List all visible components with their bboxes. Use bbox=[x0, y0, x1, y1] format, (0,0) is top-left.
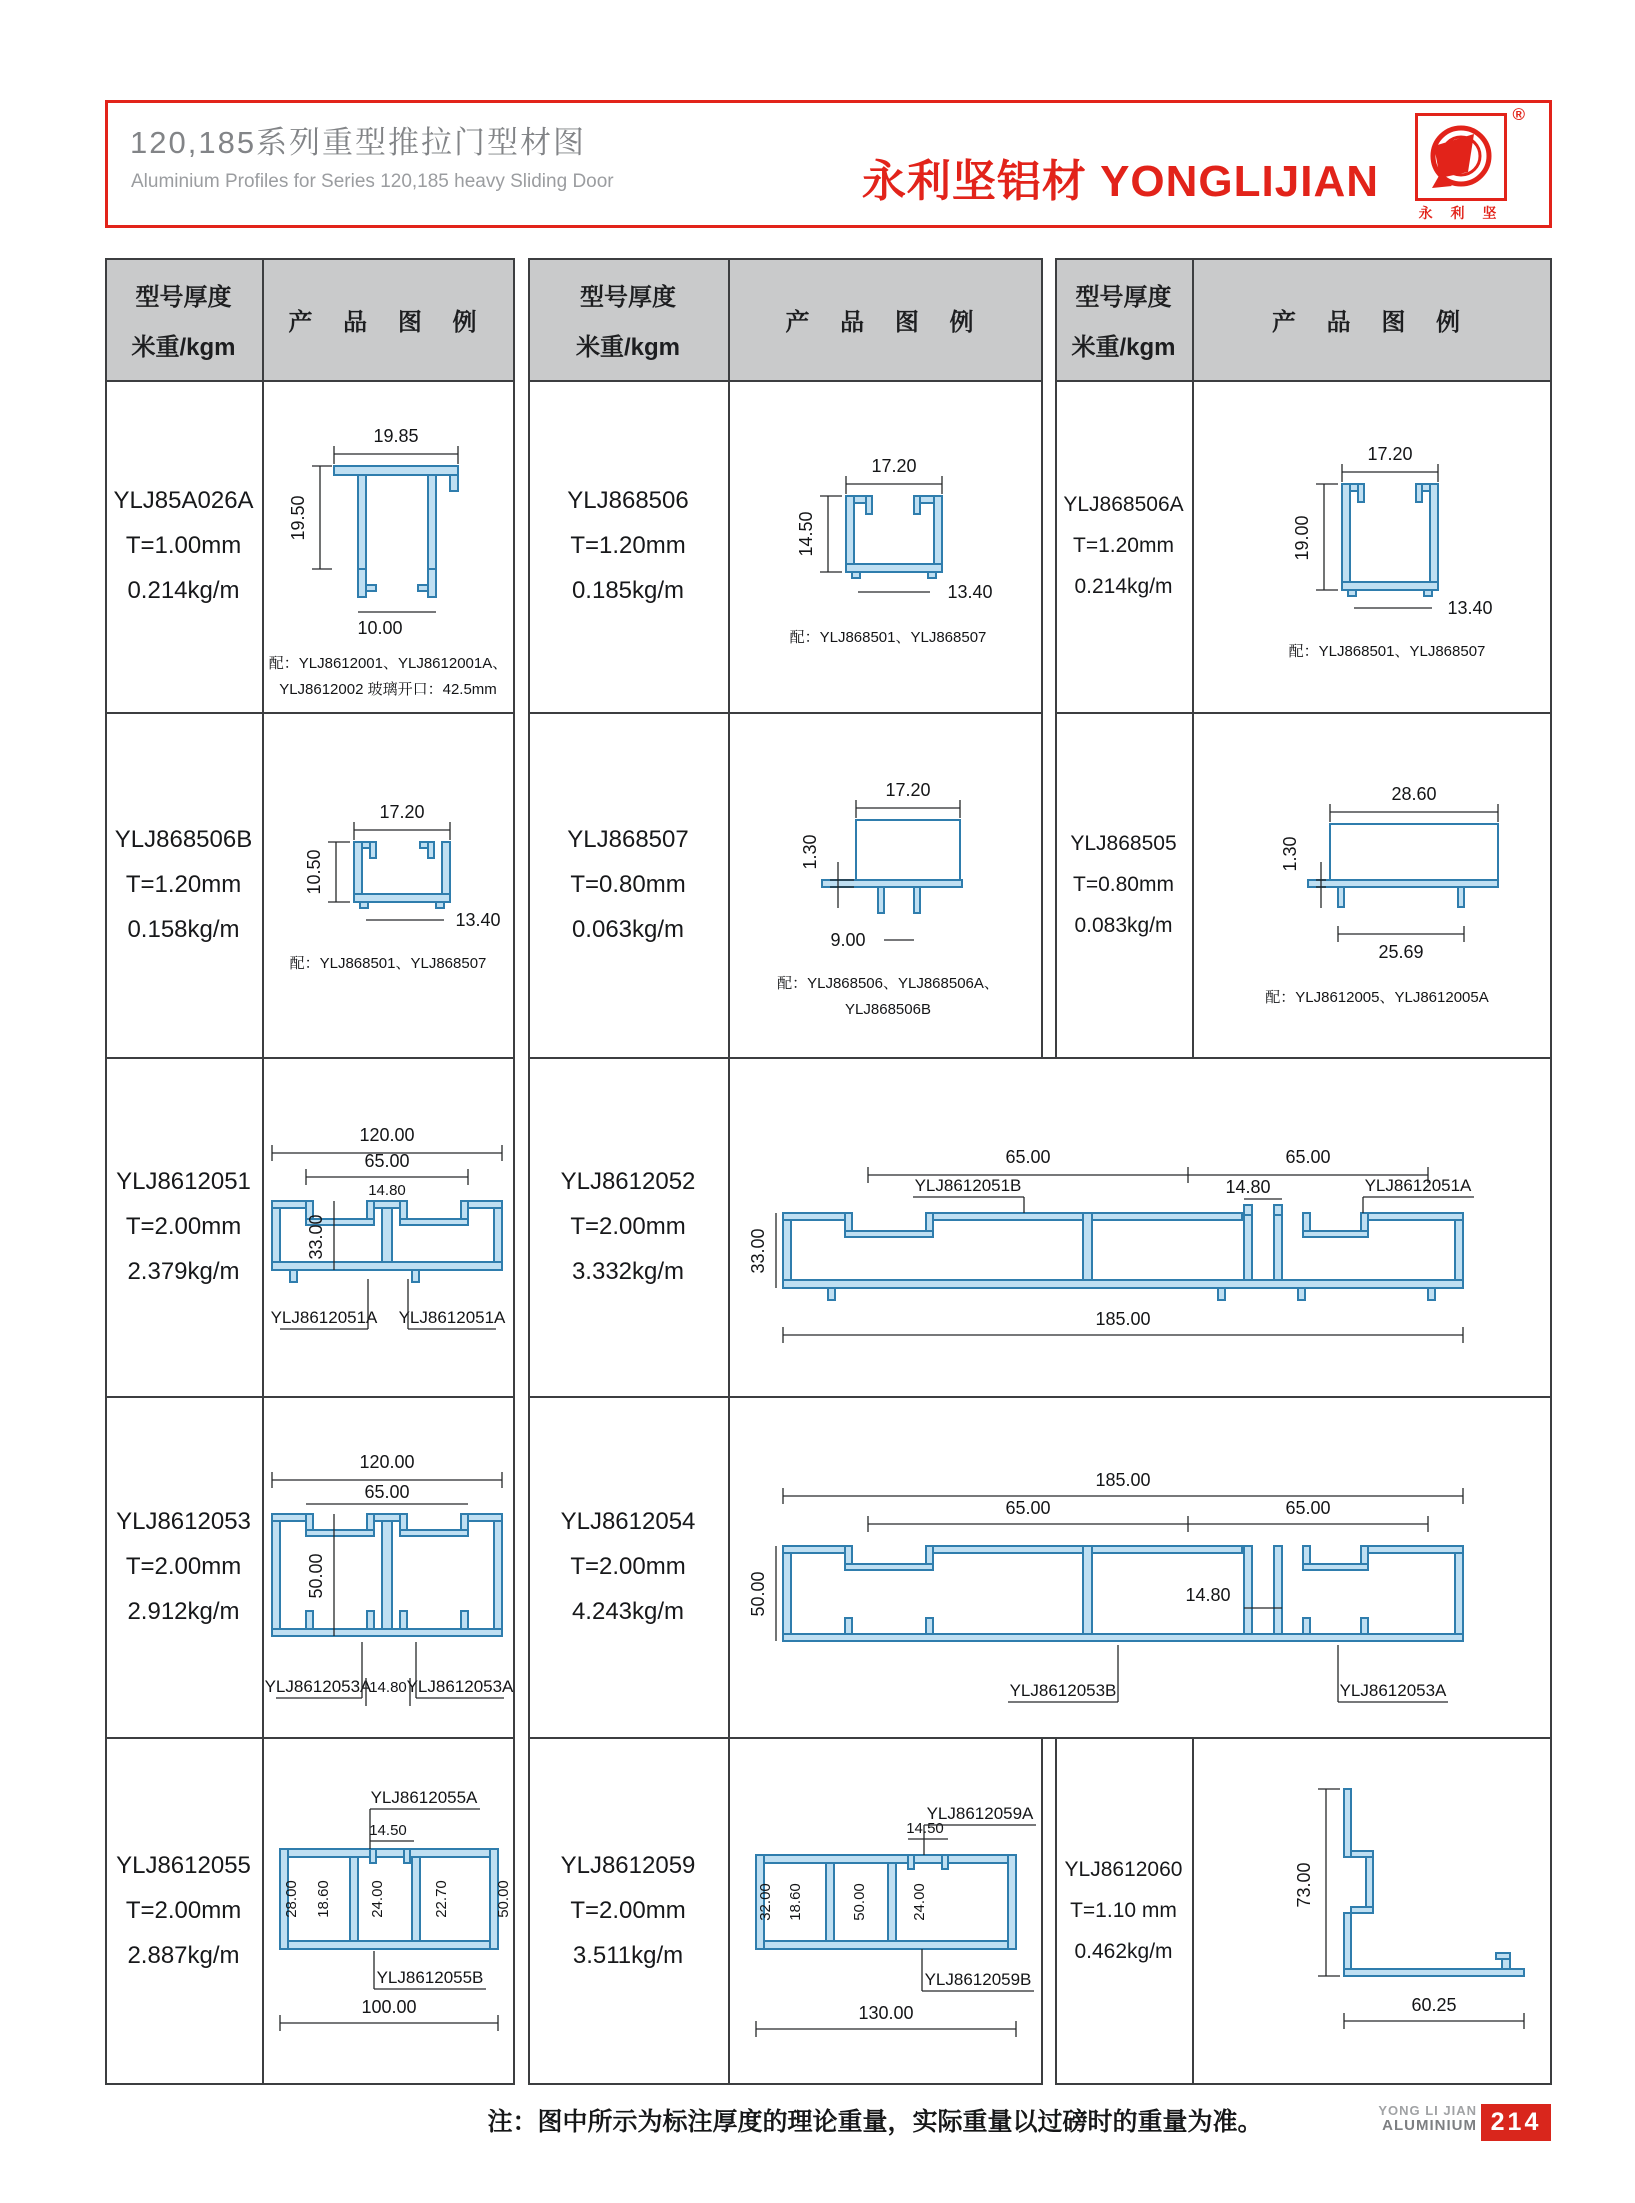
diagram-cell-YLJ868507 bbox=[728, 712, 1043, 1062]
grid-line bbox=[528, 1057, 1552, 1059]
footer-brand bbox=[1378, 2104, 1477, 2135]
registered-mark: ® bbox=[1512, 105, 1525, 124]
callout-label: YLJ8612055B bbox=[376, 1968, 484, 1987]
profile-drawing-YLJ8612060 bbox=[1192, 1737, 1552, 2085]
profile-weight: 0.063kg/m bbox=[571, 915, 685, 943]
callout-label: YLJ8612053B bbox=[1009, 1681, 1117, 1700]
profile-thickness: T=1.10 mm bbox=[1070, 1899, 1177, 1922]
profile-drawing-YLJ8612052 bbox=[728, 1057, 1552, 1396]
profile-thickness: T=2.00mm bbox=[125, 1212, 242, 1240]
dim-label: 17.20 bbox=[885, 780, 931, 800]
spec-cell-YLJ8612053 bbox=[105, 1396, 262, 1737]
diagram-cell-YLJ868506B bbox=[262, 712, 515, 1062]
profile-thickness: T=1.20mm bbox=[1073, 534, 1174, 557]
callout-label: YLJ8612059A bbox=[926, 1804, 1034, 1823]
diagram-cell-YLJ868506 bbox=[728, 380, 1043, 717]
grid-line bbox=[105, 2083, 515, 2085]
spec-cell-YLJ868506A bbox=[1055, 380, 1192, 712]
col-header-spec bbox=[1055, 258, 1192, 380]
grid-line bbox=[262, 258, 264, 2085]
grid-line bbox=[1055, 1737, 1057, 2085]
spec-cell-YLJ8612055 bbox=[105, 1737, 262, 2085]
spec-cell-YLJ868506B bbox=[105, 712, 262, 1057]
dim-label: 28.60 bbox=[1391, 784, 1437, 804]
diagram-cell-YLJ8612060 bbox=[1192, 1737, 1552, 2090]
profile-thickness: T=1.20mm bbox=[125, 870, 242, 898]
profile-weight: 0.185kg/m bbox=[571, 577, 685, 604]
dim-label: 10.00 bbox=[357, 618, 403, 638]
note-text: 配：YLJ868501、YLJ868507 bbox=[289, 955, 487, 972]
diagram-cell-YLJ8612053 bbox=[262, 1396, 515, 1742]
profile-model: YLJ8612051 bbox=[116, 1167, 251, 1195]
page-header bbox=[105, 100, 1552, 228]
profile-drawing-YLJ868506B bbox=[262, 712, 515, 1057]
dim-label: 50.00 bbox=[495, 1880, 512, 1918]
grid-line bbox=[528, 380, 1043, 382]
dim-label: 65.00 bbox=[1285, 1498, 1331, 1518]
profile-thickness: T=1.00mm bbox=[125, 532, 242, 559]
diagram-cell-YLJ85A026A bbox=[262, 380, 515, 717]
dim-label: 14.80 bbox=[1225, 1177, 1271, 1197]
profile-weight: 0.462kg/m bbox=[1074, 1940, 1173, 1963]
profile-model: YLJ8612053 bbox=[116, 1507, 251, 1535]
dim-label: 14.50 bbox=[796, 511, 816, 557]
grid-line bbox=[105, 1737, 515, 1739]
dim-label: 17.20 bbox=[871, 456, 917, 476]
profile-weight: 0.083kg/m bbox=[1074, 913, 1173, 937]
dim-label: 17.20 bbox=[379, 802, 425, 822]
profile-drawing-YLJ8612054 bbox=[728, 1396, 1552, 1737]
dim-label: 65.00 bbox=[1285, 1147, 1331, 1167]
dim-label: 32.00 bbox=[757, 1883, 774, 1921]
profile-weight: 0.158kg/m bbox=[127, 915, 240, 943]
dim-label: 28.00 bbox=[283, 1880, 300, 1918]
profile-drawing-YLJ8612053 bbox=[262, 1396, 515, 1737]
dim-label: 14.80 bbox=[369, 1679, 407, 1696]
grid-line bbox=[528, 712, 1043, 714]
note-text: 配：YLJ868501、YLJ868507 bbox=[789, 629, 987, 646]
brand-logo bbox=[1415, 113, 1507, 201]
callout-label: YLJ8612051A bbox=[270, 1308, 378, 1327]
dim-label: 14.80 bbox=[1185, 1585, 1231, 1605]
dim-label: 13.40 bbox=[947, 582, 993, 602]
dim-label: 185.00 bbox=[1095, 1470, 1151, 1490]
profile-model: YLJ8612052 bbox=[560, 1167, 696, 1195]
diagram-cell-YLJ868505 bbox=[1192, 712, 1552, 1062]
dim-label: 33.00 bbox=[306, 1214, 326, 1260]
note-text: YLJ868506B bbox=[845, 1001, 931, 1018]
profile-thickness: T=2.00mm bbox=[570, 1897, 686, 1924]
profile-model: YLJ85A026A bbox=[113, 487, 254, 514]
col-header-spec-line1: 型号厚度 bbox=[1075, 283, 1172, 311]
grid-line bbox=[528, 1737, 1552, 1739]
dim-label: 130.00 bbox=[858, 2003, 914, 2023]
spec-cell-YLJ8612052 bbox=[528, 1057, 728, 1396]
profile-drawing-YLJ868507 bbox=[728, 712, 1043, 1057]
callout-label: YLJ8612055A bbox=[370, 1788, 478, 1807]
dim-label: 13.40 bbox=[1447, 598, 1493, 618]
col-header-diagram: 产 品 图 例 bbox=[288, 308, 489, 336]
diagram-cell-YLJ8612052 bbox=[728, 1057, 1552, 1401]
spec-cell-YLJ868506 bbox=[528, 380, 728, 712]
diagram-cell-YLJ868506A bbox=[1192, 380, 1552, 717]
spec-cell-YLJ8612060 bbox=[1055, 1737, 1192, 2085]
col-header-spec bbox=[105, 258, 262, 380]
dim-label: 19.00 bbox=[1292, 515, 1312, 561]
profile-model: YLJ868506 bbox=[567, 487, 689, 514]
brand-wordmark bbox=[862, 145, 1379, 209]
grid-line bbox=[1055, 712, 1552, 714]
callout-label: YLJ8612059B bbox=[924, 1970, 1032, 1989]
profile-weight: 3.332kg/m bbox=[571, 1257, 685, 1285]
profile-model: YLJ868505 bbox=[1070, 831, 1177, 855]
diagram-cell-YLJ8612054 bbox=[728, 1396, 1552, 1742]
dim-label: 50.00 bbox=[748, 1571, 768, 1617]
grid-line bbox=[528, 1396, 1552, 1398]
profile-drawing-YLJ8612055 bbox=[262, 1737, 515, 2085]
dim-label: 17.20 bbox=[1367, 444, 1413, 464]
dim-label: 100.00 bbox=[361, 1997, 417, 2017]
profile-thickness: T=0.80mm bbox=[570, 870, 686, 898]
profile-model: YLJ8612055 bbox=[116, 1852, 251, 1879]
profile-drawing-YLJ85A026A bbox=[262, 380, 515, 712]
grid-line bbox=[513, 258, 515, 2085]
dim-label: 120.00 bbox=[359, 1125, 415, 1145]
profile-thickness: T=2.00mm bbox=[570, 1212, 686, 1240]
profile-model: YLJ868507 bbox=[567, 825, 689, 853]
dim-label: 22.70 bbox=[433, 1880, 450, 1918]
callout-label: YLJ8612053A bbox=[264, 1677, 372, 1696]
col-header-spec-line1: 型号厚度 bbox=[580, 283, 676, 311]
profile-weight: 3.511kg/m bbox=[572, 1942, 684, 1969]
grid-line bbox=[105, 380, 515, 382]
col-header-spec-line1: 型号厚度 bbox=[135, 283, 232, 311]
grid-line bbox=[1192, 258, 1194, 1057]
profile-weight: 2.912kg/m bbox=[127, 1597, 240, 1625]
profile-model: YLJ868506B bbox=[114, 825, 253, 853]
page-number-badge: 214 bbox=[1481, 2104, 1551, 2141]
callout-label: YLJ8612051B bbox=[914, 1176, 1022, 1195]
profile-weight: 4.243kg/m bbox=[571, 1597, 685, 1625]
dim-label: 19.85 bbox=[373, 426, 419, 446]
dim-label: 25.69 bbox=[1378, 942, 1424, 962]
dim-label: 18.60 bbox=[315, 1880, 332, 1918]
grid-line bbox=[105, 1396, 515, 1398]
profile-thickness: T=1.20mm bbox=[570, 532, 686, 559]
dim-label: 65.00 bbox=[1005, 1498, 1051, 1518]
grid-line bbox=[1550, 258, 1552, 2085]
brand-en: YONGLIJIAN bbox=[1100, 157, 1379, 206]
profile-drawing-YLJ868506 bbox=[728, 380, 1043, 712]
footer-note: 注：图中所示为标注厚度的理论重量，实际重量以过磅时的重量为准。 bbox=[487, 2108, 1263, 2136]
dim-label: 120.00 bbox=[359, 1452, 415, 1472]
dim-label: 13.40 bbox=[455, 910, 501, 930]
note-text: 配：YLJ8612005、YLJ8612005A bbox=[1265, 989, 1489, 1006]
grid-line bbox=[1055, 2083, 1552, 2085]
grid-line bbox=[1192, 1737, 1194, 2085]
grid-line bbox=[528, 258, 530, 2085]
dim-label: 60.25 bbox=[1411, 1995, 1457, 2015]
grid-line bbox=[1041, 258, 1043, 1057]
dim-label: 1.30 bbox=[800, 834, 820, 870]
profile-weight: 0.214kg/m bbox=[1074, 575, 1173, 598]
callout-label: YLJ8612053A bbox=[1339, 1681, 1447, 1700]
dim-label: 50.00 bbox=[851, 1883, 868, 1921]
dim-label: 10.50 bbox=[304, 849, 324, 895]
grid-line bbox=[728, 258, 730, 2085]
col-header-spec bbox=[528, 258, 728, 380]
dim-label: 18.60 bbox=[787, 1883, 804, 1921]
grid-line bbox=[528, 258, 1043, 260]
dim-label: 19.50 bbox=[288, 495, 308, 541]
dim-label: 33.00 bbox=[748, 1228, 768, 1274]
dim-label: 73.00 bbox=[1294, 1862, 1314, 1908]
profile-thickness: T=2.00mm bbox=[125, 1552, 242, 1580]
grid-line bbox=[1055, 258, 1057, 1057]
col-header-spec-line2: 米重/kgm bbox=[575, 333, 680, 361]
profile-weight: 0.214kg/m bbox=[127, 577, 240, 604]
grid-line bbox=[528, 2083, 1043, 2085]
footer-brand-line2: ALUMINIUM bbox=[1382, 2117, 1477, 2135]
col-header-diagram: 产 品 图 例 bbox=[1271, 308, 1472, 336]
callout-label: YLJ8612051A bbox=[398, 1308, 506, 1327]
col-header-diagram: 产 品 图 例 bbox=[785, 308, 986, 336]
diagram-cell-YLJ8612055 bbox=[262, 1737, 515, 2090]
profile-weight: 2.887kg/m bbox=[127, 1942, 240, 1969]
spec-cell-YLJ8612059 bbox=[528, 1737, 728, 2085]
dim-label: 65.00 bbox=[364, 1151, 410, 1171]
note-text: 配：YLJ868501、YLJ868507 bbox=[1288, 643, 1486, 660]
diagram-cell-YLJ8612059 bbox=[728, 1737, 1043, 2090]
spec-cell-YLJ868507 bbox=[528, 712, 728, 1057]
col-header-spec-line2: 米重/kgm bbox=[1071, 333, 1176, 361]
dim-label: 9.00 bbox=[830, 930, 866, 950]
profile-thickness: T=2.00mm bbox=[125, 1897, 242, 1924]
callout-label: YLJ8612051A bbox=[1364, 1176, 1472, 1195]
grid-line bbox=[1041, 1737, 1043, 2085]
dim-label: 65.00 bbox=[364, 1482, 410, 1502]
dim-label: 65.00 bbox=[1005, 1147, 1051, 1167]
note-text: 配：YLJ868506、YLJ868506A、 bbox=[777, 975, 999, 992]
footer-brand-line1: YONG LI JIAN bbox=[1378, 2103, 1477, 2118]
profile-thickness: T=0.80mm bbox=[1073, 872, 1174, 896]
profile-drawing-YLJ8612051 bbox=[262, 1057, 515, 1396]
profile-model: YLJ8612059 bbox=[560, 1852, 696, 1879]
spec-cell-YLJ8612054 bbox=[528, 1396, 728, 1737]
grid-line bbox=[1055, 258, 1552, 260]
dim-label: 14.50 bbox=[906, 1820, 944, 1837]
diagram-cell-YLJ8612051 bbox=[262, 1057, 515, 1401]
note-text: YLJ8612002 玻璃开口：42.5mm bbox=[279, 681, 497, 698]
dim-label: 24.00 bbox=[911, 1883, 928, 1921]
profile-drawing-YLJ8612059 bbox=[728, 1737, 1043, 2085]
spec-cell-YLJ868505 bbox=[1055, 712, 1192, 1057]
grid-line bbox=[105, 1057, 515, 1059]
grid-line bbox=[1055, 380, 1552, 382]
profile-weight: 2.379kg/m bbox=[127, 1257, 240, 1285]
dim-label: 14.50 bbox=[369, 1822, 407, 1839]
spec-cell-YLJ85A026A bbox=[105, 380, 262, 712]
brand-logo-caption: 永 利 坚 bbox=[1418, 205, 1504, 221]
page-title: 120,185系列重型推拉门型材图 bbox=[130, 125, 587, 160]
grid-line bbox=[105, 258, 515, 260]
profile-drawing-YLJ868506A bbox=[1192, 380, 1552, 712]
brand-logo-icon bbox=[1418, 116, 1504, 198]
profile-model: YLJ8612060 bbox=[1064, 1858, 1183, 1881]
grid-line bbox=[105, 258, 107, 2085]
dim-label: 185.00 bbox=[1095, 1309, 1151, 1329]
spec-cell-YLJ8612051 bbox=[105, 1057, 262, 1396]
col-header-spec-line2: 米重/kgm bbox=[131, 333, 236, 361]
callout-label: YLJ8612053A bbox=[406, 1677, 514, 1696]
profile-drawing-YLJ868505 bbox=[1192, 712, 1552, 1057]
page-subtitle: Aluminium Profiles for Series 120,185 heavy Sliding Door bbox=[131, 171, 614, 192]
profile-model: YLJ8612054 bbox=[560, 1507, 696, 1535]
dim-label: 50.00 bbox=[306, 1553, 326, 1599]
grid-line bbox=[105, 712, 515, 714]
brand-cn: 永利坚铝材 bbox=[861, 157, 1087, 206]
profile-thickness: T=2.00mm bbox=[570, 1552, 686, 1580]
note-text: 配：YLJ8612001、YLJ8612001A、 bbox=[268, 655, 508, 672]
dim-label: 1.30 bbox=[1280, 836, 1300, 872]
profile-model: YLJ868506A bbox=[1063, 493, 1184, 516]
dim-label: 14.80 bbox=[368, 1182, 406, 1199]
dim-label: 24.00 bbox=[369, 1880, 386, 1918]
